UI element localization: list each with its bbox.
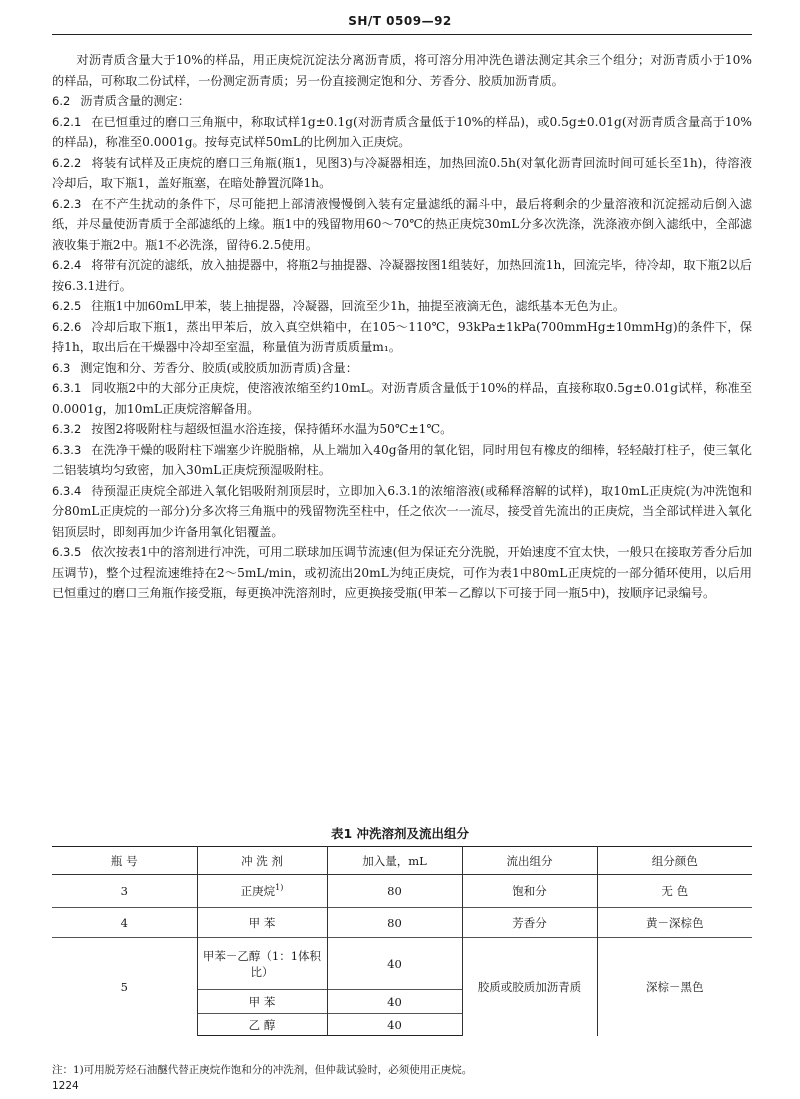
clause-text: 依次按表1中的溶剂进行冲洗，可用二联球加压调节流速(但为保证充分洗脱，开始速度不宜太快，一般只在接取芳香分后加压调节)，整个过程流速维持在2～5mL/min，或初流出20mL为纯正庚烷，可作为表1中80mL正庚烷的一部分循环使用，以后用已恒重过的磨口三角瓶作接受瓶，每更换冲洗溶剂时，应更换接受瓶(甲苯－乙醇以下可接于同一瓶5中)，按顺序记录编号。: [52, 545, 752, 600]
cell-bottle: 3: [52, 875, 197, 908]
clause-number: 6.2.1: [52, 114, 82, 129]
section-title: 沥青质含量的测定：: [80, 94, 190, 108]
cell-bottle: 5: [52, 938, 197, 1036]
clause-text: 将带有沉淀的滤纸，放入抽提器中，将瓶2与抽提器、冷凝器按图1组装好，加热回流1h，回流完毕，待冷却，取下瓶2以后按6.3.1进行。: [52, 258, 752, 293]
cell-color: 黄－深棕色: [597, 908, 752, 938]
section-6-3: [52, 358, 752, 379]
clause-number: 6.2.4: [52, 258, 82, 272]
clause-6-3-2: [52, 419, 752, 440]
header-color: 组分颜色: [597, 847, 752, 875]
cell-solvent: [197, 875, 327, 908]
body-text: [52, 50, 752, 604]
cell-bottle: 4: [52, 908, 197, 938]
section-title: 测定饱和分、芳香分、胶质(或胶质加沥青质)含量：: [80, 360, 358, 375]
header-rule: [52, 34, 752, 35]
clause-text: 在不产生扰动的条件下，尽可能把上部清液慢慢倒入装有定量滤纸的漏斗中，最后将剩余的少量溶液和沉淀摇动后倒入滤纸，并尽量使沥青质于全部滤纸的上缘。瓶1中的残留物用60～70℃的热正庚烷30mL分多次洗涤，洗涤液亦倒入滤纸中，全部滤液收集于瓶2中。瓶1不必洗涤，留待6.2.5使用。: [52, 196, 752, 252]
cell-amount: 40: [327, 990, 462, 1014]
table-row: [52, 875, 752, 908]
cell-solvent: 乙 醇: [197, 1014, 327, 1036]
cell-solvent: 甲 苯: [197, 990, 327, 1014]
table-footnote: 注：1)可用脱芳烃石油醚代替正庚烷作饱和分的冲洗剂，但仲裁试验时，必须使用正庚烷。: [52, 1064, 473, 1076]
section-number: 6.2: [52, 94, 71, 108]
clause-6-3-5: [52, 542, 752, 604]
clause-text: 将装有试样及正庚烷的磨口三角瓶(瓶1，见图3)与冷凝器相连，加热回流0.5h(对氧化沥青回流时间可延长至1h)，待溶液冷却后，取下瓶1，盖好瓶塞，在暗处静置沉降1h。: [52, 155, 752, 190]
table-header-row: [52, 847, 752, 875]
clause-number: 6.3.1: [52, 381, 82, 395]
clause-6-3-3: [52, 440, 752, 481]
paragraph-intro: [52, 50, 752, 91]
table-row: [52, 938, 752, 990]
clause-6-2-2: [52, 153, 752, 194]
clause-text: 在已恒重过的磨口三角瓶中，称取试样1g±0.1g(对沥青质含量低于10%的样品)，或0.5g±0.01g(对沥青质含量高于10%的样品)，称准至0.0001g。按每克试样50mL的比例加入正庚烷。: [52, 114, 752, 149]
header-fraction: 流出组分: [462, 847, 597, 875]
standard-code-header: SH/T 0509—92: [348, 14, 452, 28]
clause-6-2-4: [52, 255, 752, 296]
header-amount: 加入量，mL: [327, 847, 462, 875]
clause-text: 按图2将吸附柱与超级恒温水浴连接，保持循环水温为50℃±1℃。: [91, 422, 453, 436]
header-bottle-number: 瓶 号: [52, 847, 197, 875]
cell-fraction: 胶质或胶质加沥青质: [462, 938, 597, 1036]
cell-amount: 80: [327, 875, 462, 908]
paragraph-text: 对沥青质含量大于10%的样品，用正庚烷沉淀法分离沥青质，将可溶分用冲洗色谱法测定其余三个组分；对沥青质小于10%的样品，可称取二份试样，一份测定沥青质；另一份直接测定饱和分、芳香分、胶质加沥青质。: [52, 53, 752, 88]
clause-6-3-4: [52, 481, 752, 543]
clause-number: 6.2.3: [52, 196, 82, 211]
clause-number: 6.3.5: [52, 545, 82, 559]
section-number: 6.3: [52, 360, 71, 375]
cell-amount: 40: [327, 938, 462, 990]
cell-amount: 80: [327, 908, 462, 938]
cell-solvent: 甲苯－乙醇（1：1体积比）: [197, 938, 327, 990]
solvent-text: 正庚烷: [240, 884, 276, 898]
clause-6-2-6: [52, 317, 752, 358]
clause-number: 6.3.2: [52, 422, 82, 436]
clause-number: 6.2.2: [52, 155, 82, 170]
clause-number: 6.3.4: [52, 483, 82, 498]
clause-text: 在洗净干燥的吸附柱下端塞少许脱脂棉，从上端加入40g备用的氧化铝，同时用包有橡皮的细棒，轻轻敲打柱子，使三氧化二铝装填均匀致密，加入30mL正庚烷预湿吸附柱。: [52, 442, 752, 477]
table-title: 表1 冲洗溶剂及流出组分: [330, 826, 470, 841]
cell-color: 无 色: [597, 875, 752, 908]
clause-text: 同收瓶2中的大部分正庚烷，使溶液浓缩至约10mL。对沥青质含量低于10%的样品，直接称取0.5g±0.01g试样，称准至0.0001g，加10mL正庚烷溶解备用。: [52, 381, 752, 416]
clause-6-3-1: [52, 378, 752, 419]
clause-text: 往瓶1中加60mL甲苯，装上抽提器，冷凝器，回流至少1h，抽提至液滴无色，滤纸基本无色为止。: [91, 299, 626, 313]
cell-fraction: 饱和分: [462, 875, 597, 908]
solvent-table: [52, 846, 752, 1036]
clause-number: 6.3.3: [52, 442, 82, 457]
clause-6-2-1: [52, 112, 752, 153]
page-number: 1224: [52, 1080, 79, 1092]
footnote-marker: 1): [275, 883, 284, 893]
clause-number: 6.2.6: [52, 319, 82, 334]
section-6-2: [52, 91, 752, 112]
clause-text: 冷却后取下瓶1，蒸出甲苯后，放入真空烘箱中，在105～110℃，93kPa±1kPa(700mmHg±10mmHg)的条件下，保持1h，取出后在干燥器中冷却至室温，称量值为沥青质质量m₁。: [52, 319, 752, 354]
cell-solvent: 甲 苯: [197, 908, 327, 938]
table-row: [52, 908, 752, 938]
clause-text: 待预湿正庚烷全部进入氧化铝吸附剂顶层时，立即加入6.3.1的浓缩溶液(或稀释溶解的试样)，取10mL正庚烷(为冲洗饱和分80mL正庚烷的一部分)分多次将三角瓶中的残留物洗至柱中，任之依次一一流尽，接受首先流出的正庚烷，当全部试样进入氧化铝顶层时，即刻再加少许备用氧化铝覆盖。: [52, 483, 752, 539]
clause-number: 6.2.5: [52, 299, 82, 313]
clause-6-2-3: [52, 194, 752, 256]
cell-amount: 40: [327, 1014, 462, 1036]
clause-6-2-5: [52, 296, 752, 317]
cell-color: 深棕－黑色: [597, 938, 752, 1036]
header-solvent: 冲 洗 剂: [197, 847, 327, 875]
cell-fraction: 芳香分: [462, 908, 597, 938]
